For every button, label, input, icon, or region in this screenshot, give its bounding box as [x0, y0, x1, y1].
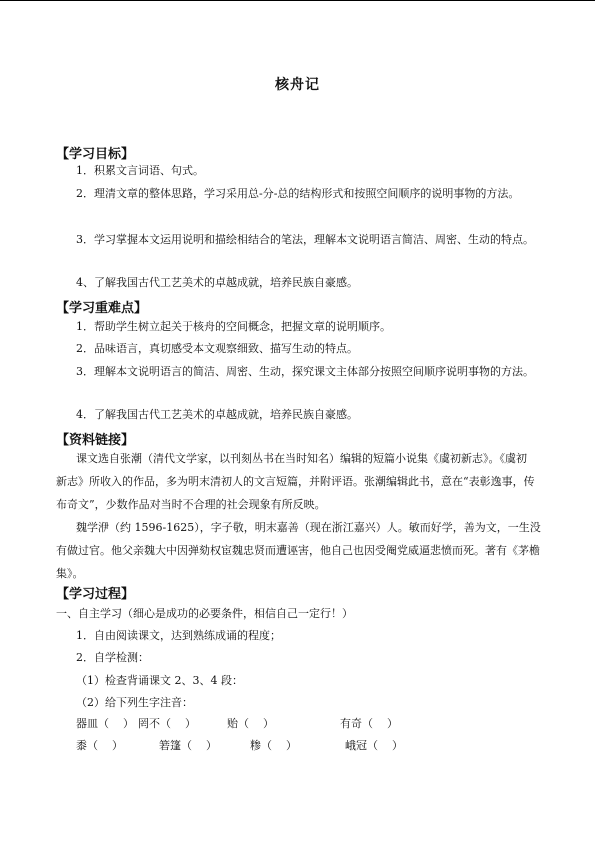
pinyin-item: 罔不（ ） — [138, 717, 196, 730]
resources-paragraph-2: 魏学洢（约 1596-1625），字子敬，明末嘉善（现在浙江嘉兴）人。敏而好学，善为文，一生没有做过官。他父亲魏大中因弹劾权宦魏忠贤而遭诬害，他自己也因受阉党威逼悲愤而死。著有《茅檐集》。 — [56, 521, 541, 580]
process-step-2: 2．自学检测： — [76, 651, 149, 664]
process-sub-1: （1）检查背诵课文 2、3、4 段： — [76, 674, 243, 687]
pinyin-item: 糁（ ） — [250, 739, 297, 752]
key-point-item-4: 4．了解我国古代工艺美术的卓越成就，培养民族自豪感。 — [76, 408, 358, 421]
pinyin-item: 贻（ ） — [227, 717, 274, 730]
section-heading-resources: 【资料链接】 — [56, 433, 135, 448]
pinyin-item: 黍（ ） — [76, 739, 123, 752]
pinyin-item: 峨冠（ ） — [345, 739, 403, 752]
key-point-item-1: 1．帮助学生树立起关于核舟的空间概念，把握文章的说明顺序。 — [76, 320, 391, 333]
section-heading-process: 【学习过程】 — [56, 587, 135, 602]
process-intro: 一、自主学习（细心是成功的必要条件，相信自己一定行！） — [56, 607, 353, 620]
goal-item-1: 1．积累文言词语、句式。 — [76, 164, 204, 177]
pinyin-item: 箬篷（ ） — [159, 739, 217, 752]
pinyin-item: 器皿（ ） — [76, 717, 134, 730]
section-heading-key-points: 【学习重难点】 — [56, 301, 148, 316]
document-title: 核舟记 — [275, 77, 320, 93]
key-point-item-3: 3．理解本文说明语言的简洁、周密、生动，探究课文主体部分按照空间顺序说明事物的方法。 — [76, 365, 534, 378]
resources-paragraph-1: 课文选自张潮（清代文学家，以刊刻丛书在当时知名）编辑的短篇小说集《虞初新志》。《虞初新志》所收入的作品，多为明末清初人的文言短篇，并附评语。张潮编辑此书，意在“表彰逸事，传布奇文”，少数作品对当时不合理的社会现象有所反映。 — [56, 452, 535, 511]
process-sub-2: （2）给下列生字注音： — [76, 696, 193, 709]
goal-item-2: 2．理清文章的整体思路，学习采用总-分-总的结构形式和按照空间顺序的说明事物的方法。 — [76, 187, 520, 200]
goal-item-4: 4、了解我国古代工艺美术的卓越成就，培养民族自豪感。 — [76, 276, 358, 289]
key-point-item-2: 2．品味语言，真切感受本文观察细致、描写生动的特点。 — [76, 342, 358, 355]
section-heading-goals: 【学习目标】 — [56, 147, 135, 162]
pinyin-item: 有奇（ ） — [340, 717, 398, 730]
goal-item-3: 3．学习掌握本文运用说明和描绘相结合的笔法，理解本文说明语言简洁、周密、生动的特点。 — [76, 233, 534, 246]
process-step-1: 1．自由阅读课文，达到熟练成诵的程度； — [76, 629, 281, 642]
